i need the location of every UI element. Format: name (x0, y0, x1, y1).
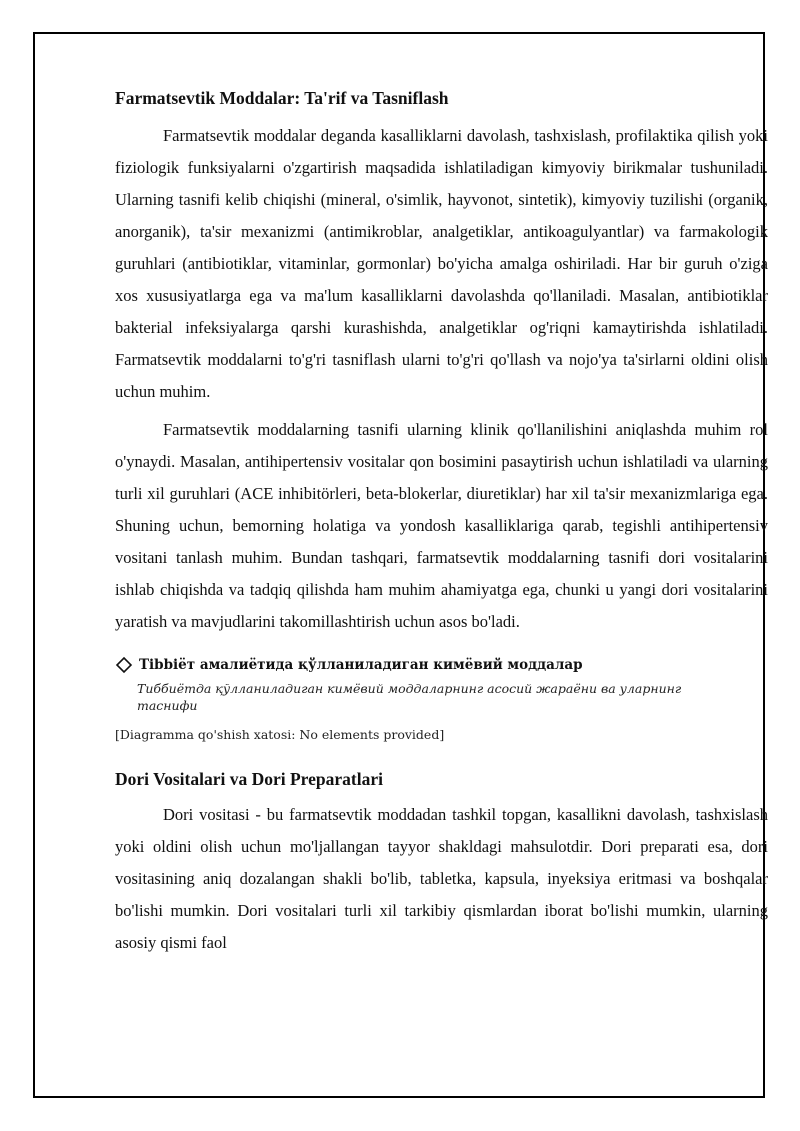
section-heading-drug-products: Dori Vositalari va Dori Preparatlari (115, 769, 383, 789)
paragraph: Dori vositasi - bu farmatsevtik moddadan tashkil topgan, kasallikni davolash, tashxislash yoki oldini olish uchun mo'ljallangan tayyor shakldagi mahsulotdir. Dori preparati esa, dori vositasining aniq dozalangan shakli bo'lib, tabletka, kapsula, inyeksiya eritmasi va boshqalar bo'lishi mumkin. Dori vositalari turli xil tarkibiy qismlardan iborat bo'lishi mumkin, ularning asosiy qismi faol (115, 805, 768, 952)
diamond-icon (115, 656, 133, 674)
diagram-title: Tibbiёт амалиётида қўлланиладиган кимёвий моддалар (139, 657, 583, 673)
diagram-title-row (115, 656, 768, 674)
section-heading-pharmaceutical-substances: Farmatsevtik Moddalar: Ta'rif va Tasniflash (115, 88, 449, 108)
diagram-error-message: [Diagramma qo'shish xatosi: No elements provided] (115, 727, 445, 742)
paragraph: Farmatsevtik moddalar deganda kasalliklarni davolash, tashxislash, profilaktika qilish yoki fiziologik funksiyalarni o'zgartirish maqsadida ishlatiladigan kimyoviy birikmalar tushuniladi. Ularning tasnifi kelib chiqishi (mineral, o'simlik, hayvonot, sintetik), kimyoviy tuzilishi (organik, anorganik), ta'sir mexanizmi (antimikroblar, analgetiklar, antikoagulyantlar) va farmakologik guruhlari (antibiotiklar, vitaminlar, gormonlar) bo'yicha amalga oshiriladi. Har bir guruh o'ziga xos xususiyatlarga ega va ma'lum kasalliklarni davolashda qo'llaniladi. Masalan, antibiotiklar bakterial infeksiyalarga qarshi kurashishda, analgetiklar og'riqni kamaytirishda ishlatiladi. Farmatsevtik moddalarni to'g'ri tasniflash ularni to'g'ri qo'llash va nojo'ya ta'sirlarni oldini olish uchun muhim. (115, 126, 768, 401)
diagram-subtitle: Тиббиётда қўлланиладиган кимёвий моддаларнинг асосий жараёни ва уларнинг таснифи (137, 681, 682, 713)
diagram-block (115, 656, 768, 743)
document-body (115, 86, 768, 965)
paragraph: Farmatsevtik moddalarning tasnifi ularning klinik qo'llanilishini aniqlashda muhim rol o'ynaydi. Masalan, antihipertensiv vositalar qon bosimini pasaytirish uchun ishlatiladi va ularning turli xil guruhlari (ACE inhibitörleri, beta-blokerlar, diuretiklar) har xil ta'sir mexanizmlariga ega. Shuning uchun, bemorning holatiga va yondosh kasalliklariga qarab, tegishli antihipertensiv vositani tanlash muhim. Bundan tashqari, farmatsevtik moddalarning tasnifi dori vositalarini ishlab chiqishda va tadqiq qilishda ham muhim ahamiyatga ega, chunki u yangi dori vositalarini yaratish va mavjudlarini takomillashtirish uchun asos bo'ladi. (115, 420, 768, 631)
